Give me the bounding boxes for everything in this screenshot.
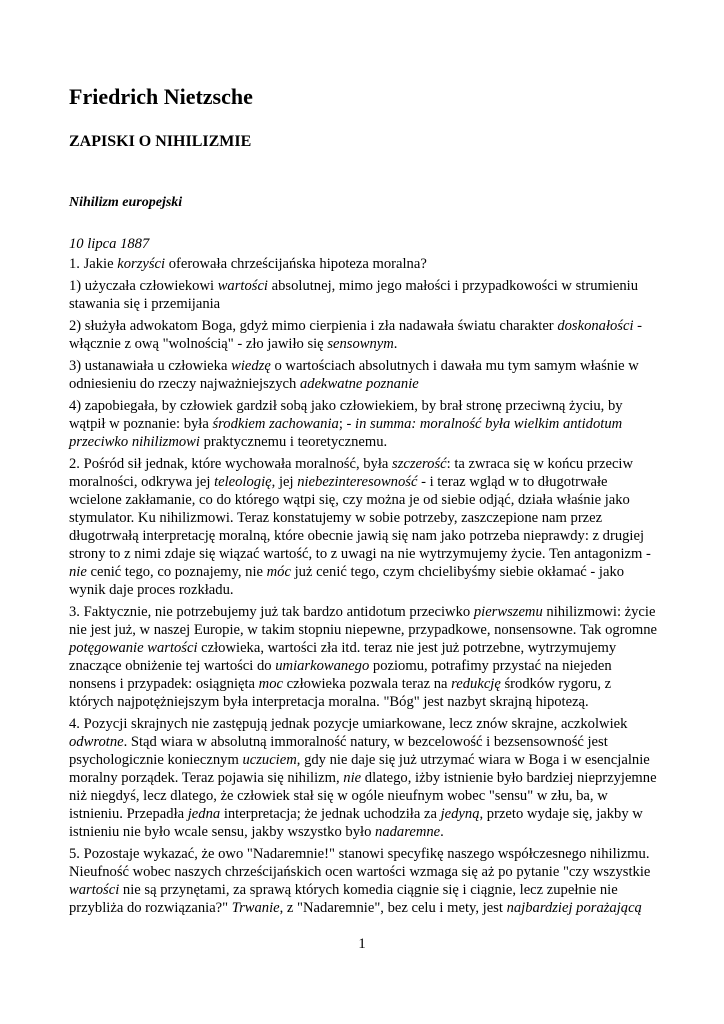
text-run: cenić tego, co poznajemy, nie [86, 564, 267, 580]
text-run: o wartościach absolutnych i dawała mu tym samym właśnie w odniesieniu do rzeczy najważniejszych [69, 358, 639, 392]
paragraph [69, 317, 659, 353]
emphasis-text: móc [266, 564, 291, 580]
text-run: 2) służyła adwokatom Boga, gdyż mimo cierpienia i zła nadawała światu charakter [69, 318, 558, 334]
text-run: interpretacja; że jednak uchodziła za [220, 806, 441, 822]
paragraph [69, 845, 659, 917]
emphasis-text: niebezinteresowność [297, 474, 418, 490]
paragraph [69, 357, 659, 393]
paragraph [69, 277, 659, 313]
paragraph [69, 603, 659, 711]
emphasis-text: potęgowanie wartości [69, 640, 198, 656]
text-run: już cenić tego, czym chcielibyśmy siebie okłamać - jako wynik daje proces rozkładu. [69, 564, 625, 598]
emphasis-text: doskonałości [557, 318, 634, 334]
text-run: , z "Nadaremnie", bez celu i mety, jest [279, 900, 507, 916]
emphasis-text: wartości [69, 882, 120, 898]
text-run: , przeto wydaje się, jakby w istnieniu nie było wcale sensu, jakby wszystko było [69, 806, 643, 840]
text-run: - włącznie z ową "wolnością" - zło jawiło się [69, 318, 643, 352]
text-run: absolutnej, mimo jego małości i przypadkowości w strumieniu stawania się i przemijania [69, 278, 639, 312]
author-heading: Friedrich Nietzsche [69, 84, 253, 109]
text-run: 3) ustanawiała u człowieka [69, 358, 232, 374]
text-run: . [393, 336, 398, 352]
text-run: 1) użyczała człowiekowi [69, 278, 218, 294]
emphasis-text: najbardziej porażającą [506, 900, 642, 916]
paragraph [69, 397, 659, 451]
text-run: ; [338, 416, 347, 432]
text-run: 4. Pozycji skrajnych nie zastępują jednak pozycje umiarkowane, lecz znów skrajne, aczkolwiek [69, 716, 628, 732]
emphasis-text: teleologię [214, 474, 272, 490]
emphasis-text: adekwatne poznanie [299, 376, 419, 392]
emphasis-text: wiedzę [231, 358, 271, 374]
emphasis-text: sensownym [327, 336, 394, 352]
emphasis-text: redukcję [451, 676, 501, 692]
paragraph-list [69, 255, 659, 917]
text-run: oferowała chrześcijańska hipoteza moralna? [165, 256, 427, 272]
emphasis-text: pierwszemu [473, 604, 543, 620]
text-run: środków rygoru, z których najpotężniejszym była interpretacja moralna. "Bóg" jest nazbyt skrajną hipotezą. [69, 676, 612, 710]
paragraph [69, 715, 659, 841]
emphasis-text: jedyną [440, 806, 480, 822]
text-run: . Stąd wiara w absolutną immoralność natury, w bezcelowość i bezsensowność jest psychologicznie koniecznym [69, 734, 608, 768]
text-run: 1. Jakie [69, 256, 118, 272]
text-run: 4) zapobiegała, by człowiek gardził sobą jako człowiekiem, by brał stronę przeciwną życiu, by wątpił w poznanie: była [69, 398, 623, 432]
emphasis-text: korzyści [117, 256, 166, 272]
emphasis-text: jedna [187, 806, 221, 822]
paragraph [69, 455, 659, 599]
emphasis-text: umiarkowanego [275, 658, 370, 674]
text-run: praktycznemu i teoretycznemu. [199, 434, 388, 450]
document-body [69, 235, 659, 921]
text-run: 5. Pozostaje wykazać, że owo "Nadaremnie!" stanowi specyfikę naszego współczesnego nihilizmu. Nieufność wobec naszych chrześcijańskich ocen wartości wzmaga się aż po pytanie "czy wszystkie [69, 846, 651, 880]
text-run: poziomu, potrafimy przystać na niejeden nonsens i przypadek: osiągnięta [69, 658, 612, 692]
emphasis-text: środkiem zachowania [212, 416, 339, 432]
text-run: . [440, 824, 444, 840]
text-run: : ta zwraca się w końcu przeciw moralności, odkrywa jej [69, 456, 634, 490]
text-run: nihilizmowi: życie nie jest już, w naszej Europie, w takim stopniu niepewne, przypadkowe, nonsensowne. Tak ogromne [69, 604, 657, 638]
entry-date: 10 lipca 1887 [69, 236, 150, 252]
emphasis-text: nie [69, 564, 87, 580]
text-run: , gdy nie daje się już utrzymać wiara w Boga i w esencjalnie moralny porządek. Teraz pojawia się nihilizm, [69, 752, 650, 786]
emphasis-text: Trwanie [231, 900, 280, 916]
emphasis-text: nie [343, 770, 362, 786]
emphasis-text: moc [258, 676, 283, 692]
work-title: ZAPISKI O NIHILIZMIE [69, 133, 252, 150]
section-title: Nihilizm europejski [69, 195, 183, 210]
emphasis-text: nadaremne [375, 824, 441, 840]
text-run: - i teraz wgląd w to długotrwałe wcielone zakłamanie, co do którego wątpi się, czy można je od siebie odjąć, działa właśnie jako stymulator. Ku nihilizmowi. Teraz konstatujemy w sobie potrzeby, zaszczepione nam przez długotrwałą interpretację moralną, które obecnie jawią się nam jako potrzeba nieprawdy: z drugiej strony to z nimi zdaje się wiązać wartość, to z uwagi na nie wytrzymujemy życie. Ten antagonizm - [69, 474, 651, 562]
emphasis-text: odwrotne [69, 734, 124, 750]
emphasis-text: - in summa: moralność była wielkim antidotum przeciwko nihilizmowi [69, 416, 623, 450]
emphasis-text: szczerość [392, 456, 447, 472]
text-run: nie są przynętami, za sprawą których komedia ciągnie się i ciągnie, lecz zupełnie nie przybliża do rozwiązania?" [69, 882, 618, 916]
emphasis-text: uczuciem [242, 752, 297, 768]
emphasis-text: wartości [217, 278, 268, 294]
page-number: 1 [358, 936, 366, 952]
text-run: człowieka, wartości zła itd. teraz nie jest już potrzebne, wytrzymujemy znaczące obniżenie tej wartości do [69, 640, 617, 674]
text-run: , jej [271, 474, 298, 490]
text-run: 2. Pośród sił jednak, które wychowała moralność, była [69, 456, 393, 472]
text-run: 3. Faktycznie, nie potrzebujemy już tak bardzo antidotum przeciwko [69, 604, 474, 620]
paragraph [69, 255, 659, 273]
text-run: człowieka pozwala teraz na [283, 676, 452, 692]
text-run: dlatego, iżby istnienie było bardziej nieprzyjemne niż niegdyś, lecz dlatego, że człowiek stał się w ogóle nieufnym wobec "sensu" w złu, ba, w istnieniu. Przepadła [69, 770, 657, 822]
